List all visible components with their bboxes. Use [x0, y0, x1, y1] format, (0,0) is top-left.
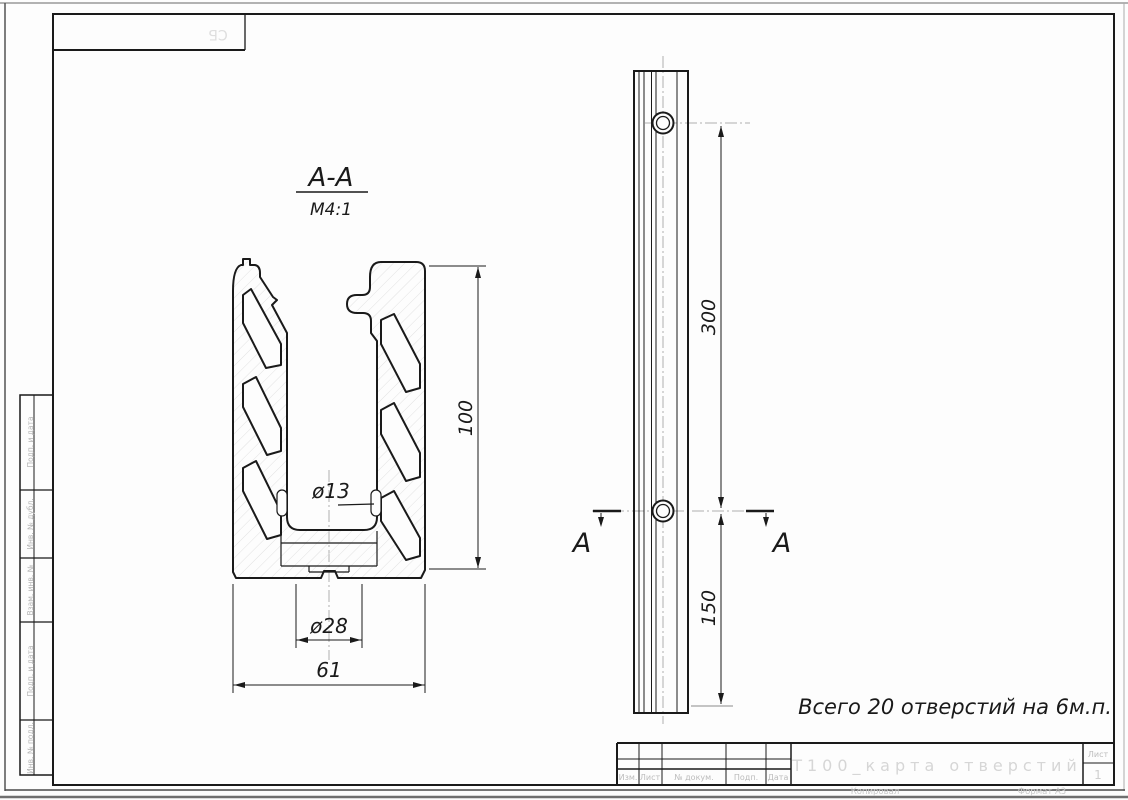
dim-hole-spacing-text: 300 — [698, 298, 720, 336]
sheet-label: Лист — [1087, 750, 1109, 759]
side-stamp-column — [20, 395, 53, 775]
section-view-title: А-А — [308, 163, 354, 193]
dim-slot-text: ø13 — [312, 479, 350, 503]
dim-end-offset-text: 150 — [698, 589, 720, 627]
dim-slot-leader — [338, 504, 374, 505]
drawing-frame — [53, 14, 1114, 785]
revision-label: Дата — [767, 773, 789, 782]
section-view — [233, 163, 486, 693]
stamp-row-label: Подп. и дата — [26, 416, 35, 468]
section-view-scale: М4:1 — [309, 200, 353, 220]
profile-bar — [633, 71, 689, 713]
doc-code-rotated-text: СБ — [208, 26, 228, 42]
dim-height-text: 100 — [455, 399, 477, 437]
document-title: Т100_карта отверстий — [792, 756, 1082, 775]
dim-width-text: 61 — [316, 658, 342, 682]
stamp-row-label: Инв. № подл. — [26, 722, 35, 774]
paper-edges — [0, 3, 1128, 797]
profile-outline — [233, 259, 425, 578]
stamp-row-label: Подп. и дата — [26, 645, 35, 697]
revision-label: Подп. — [733, 773, 759, 782]
slot-notch-right — [371, 490, 381, 516]
cut-letter-left: А — [572, 528, 592, 559]
stamp-row-label: Взам. инв. № — [26, 564, 35, 616]
revision-label: Изм. — [618, 773, 638, 782]
side-view — [571, 56, 791, 724]
dim-boss-text: ø28 — [310, 614, 348, 638]
sheet-number: 1 — [1094, 768, 1102, 782]
cut-letter-right: А — [772, 528, 792, 559]
revision-label: Лист — [639, 773, 661, 782]
holes-note: Всего 20 отверстий на 6м.п. — [798, 695, 1112, 719]
hole-bottom — [653, 501, 674, 522]
revision-label: № докум. — [674, 773, 714, 782]
format-label: Формат А3 — [1017, 787, 1067, 797]
stamp-row-label: Инв. № дубл. — [26, 498, 35, 550]
slot-notch-left — [277, 490, 287, 516]
side-view-centerlines — [592, 56, 770, 724]
doc-code-box — [53, 14, 245, 50]
hole-top — [653, 113, 674, 134]
section-cut-marks — [593, 511, 774, 527]
copied-by-label: Копировал — [850, 787, 900, 797]
